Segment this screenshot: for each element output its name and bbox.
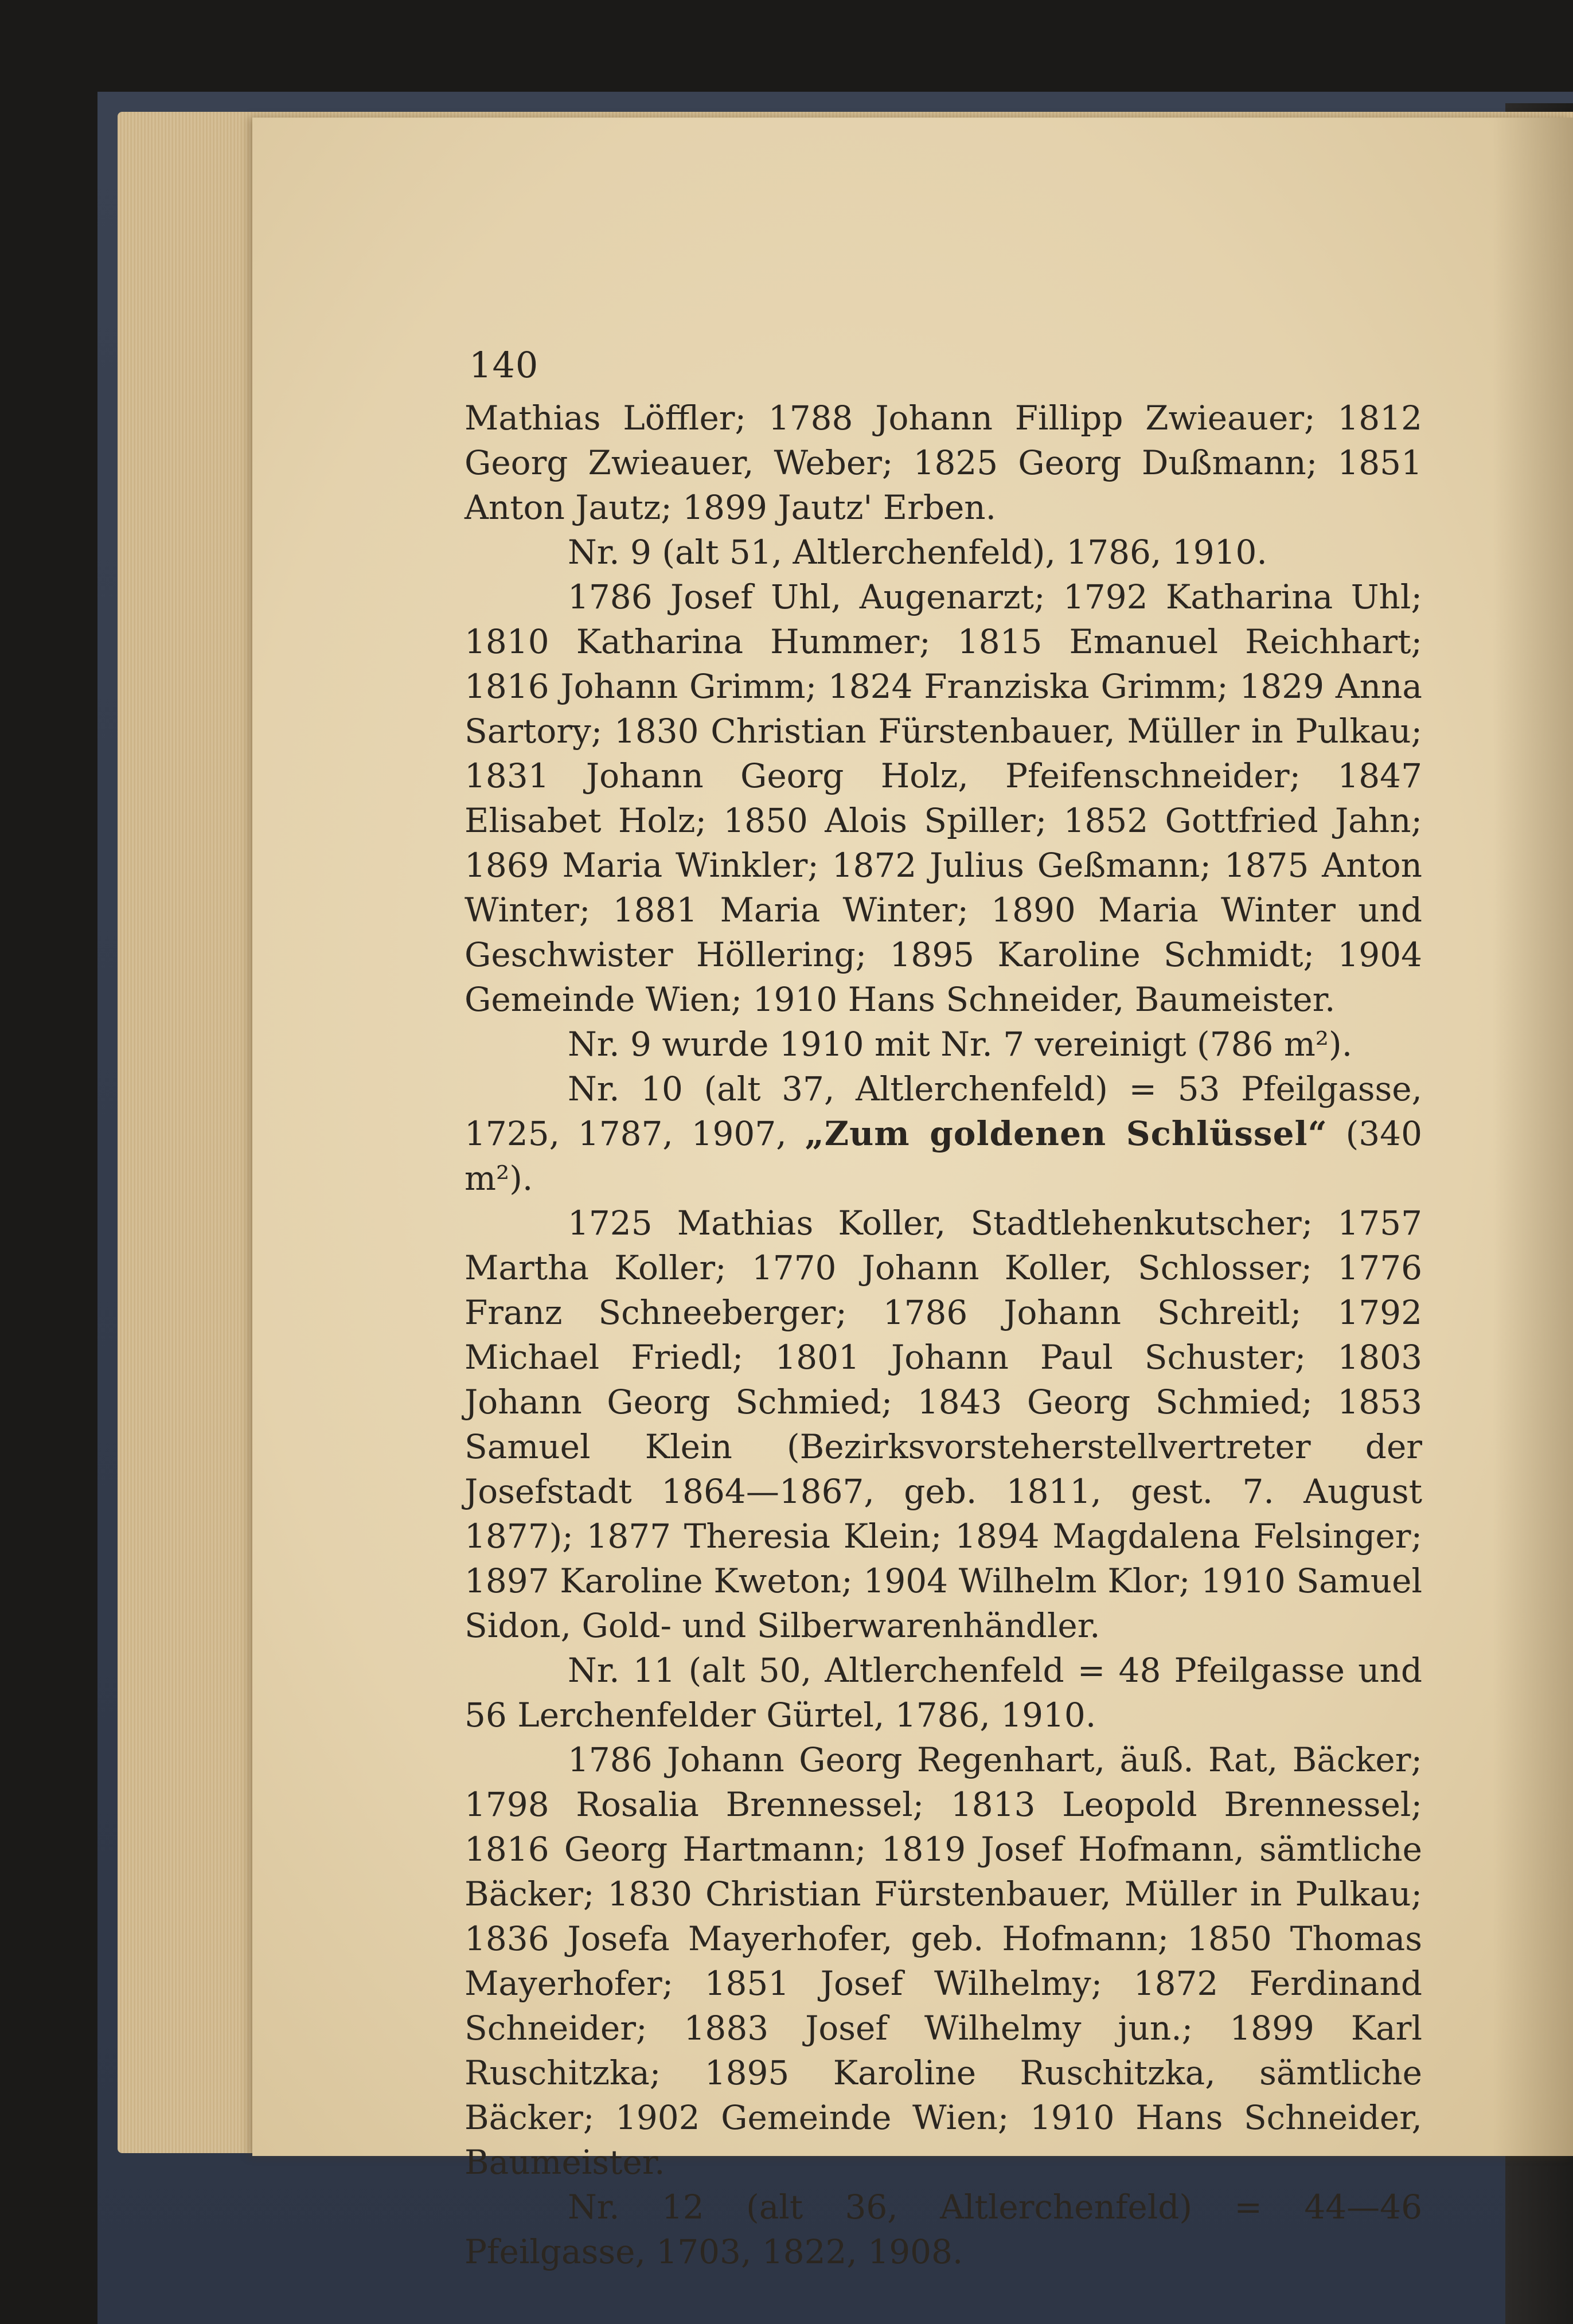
paragraph-text-after: (340 m²).: [465, 1114, 1422, 1198]
paragraph-entry: Nr. 11 (alt 50, Altlerchenfeld = 48 Pfeilgasse und 56 Lerchenfelder Gürtel, 1786, 1910.: [465, 1651, 1422, 1735]
page-number: 140: [469, 344, 539, 386]
paragraph-entry: [465, 1067, 1422, 1201]
paragraph-entry: Nr. 9 (alt 51, Altlerchenfeld), 1786, 1910.: [568, 533, 1267, 572]
paragraph-text-before: Nr. 10 (alt 37, Altlerchenfeld) = 53 Pfeilgasse, 1725, 1787, 1907,: [465, 1069, 1422, 1153]
paragraph-entry: 1725 Mathias Koller, Stadtlehenkutscher; 1757 Martha Koller; 1770 Johann Koller, Schlosser; 1776 Franz Schneeberger; 1786 Johann Schreitl; 1792 Michael Friedl; 1801 Johann Paul Schuster; 1803 Johann Georg Schmied; 1843 Georg Schmied; 1853 Samuel Klein (Bezirksvorsteherstellvertreter der Josefstadt 1864—1867, geb. 1811, gest. 7. August 1877); 1877 Theresia Klein; 1894 Magdalena Felsinger; 1897 Karoline Kweton; 1904 Wilhelm Klor; 1910 Samuel Sidon, Gold- und Silberwarenhändler.: [465, 1204, 1422, 1645]
paragraph-entry: 1786 Josef Uhl, Augenarzt; 1792 Katharina Uhl; 1810 Katharina Hummer; 1815 Emanuel Reichhart; 1816 Johann Grimm; 1824 Franziska Grimm; 1829 Anna Sartory; 1830 Christian Fürstenbauer, Müller in Pulkau; 1831 Johann Georg Holz, Pfeifenschneider; 1847 Elisabet Holz; 1850 Alois Spiller; 1852 Gottfried Jahn; 1869 Maria Winkler; 1872 Julius Geßmann; 1875 Anton Winter; 1881 Maria Winter; 1890 Maria Winter und Geschwister Höllering; 1895 Karoline Schmidt; 1904 Gemeinde Wien; 1910 Hans Schneider, Baumeister.: [465, 577, 1422, 1019]
paragraph-entry: 1786 Johann Georg Regenhart, äuß. Rat, Bäcker; 1798 Rosalia Brennessel; 1813 Leopold Brennessel; 1816 Georg Hartmann; 1819 Josef Hofmann, sämtliche Bäcker; 1830 Christian Fürstenbauer, Müller in Pulkau; 1836 Josefa Mayerhofer, geb. Hofmann; 1850 Thomas Mayerhofer; 1851 Josef Wilhelmy; 1872 Ferdinand Schneider; 1883 Josef Wilhelmy jun.; 1899 Karl Ruschitzka; 1895 Karoline Ruschitzka, sämtliche Bäcker; 1902 Gemeinde Wien; 1910 Hans Schneider, Baumeister.: [465, 1740, 1422, 2182]
page-gutter-shadow: [1493, 118, 1573, 2156]
page-text: [465, 396, 1422, 2274]
paragraph-entry: Nr. 12 (alt 36, Altlerchenfeld) = 44—46 Pfeilgasse, 1703, 1822, 1908.: [465, 2188, 1422, 2271]
paragraph-entry: Nr. 9 wurde 1910 mit Nr. 7 vereinigt (786 m²).: [568, 1025, 1353, 1064]
house-name: „Zum goldenen Schlüssel“: [805, 1114, 1328, 1153]
paragraph-entry: Mathias Löffler; 1788 Johann Fillipp Zwieauer; 1812 Georg Zwieauer, Weber; 1825 Georg Dußmann; 1851 Anton Jautz; 1899 Jautz' Erben.: [465, 399, 1422, 527]
